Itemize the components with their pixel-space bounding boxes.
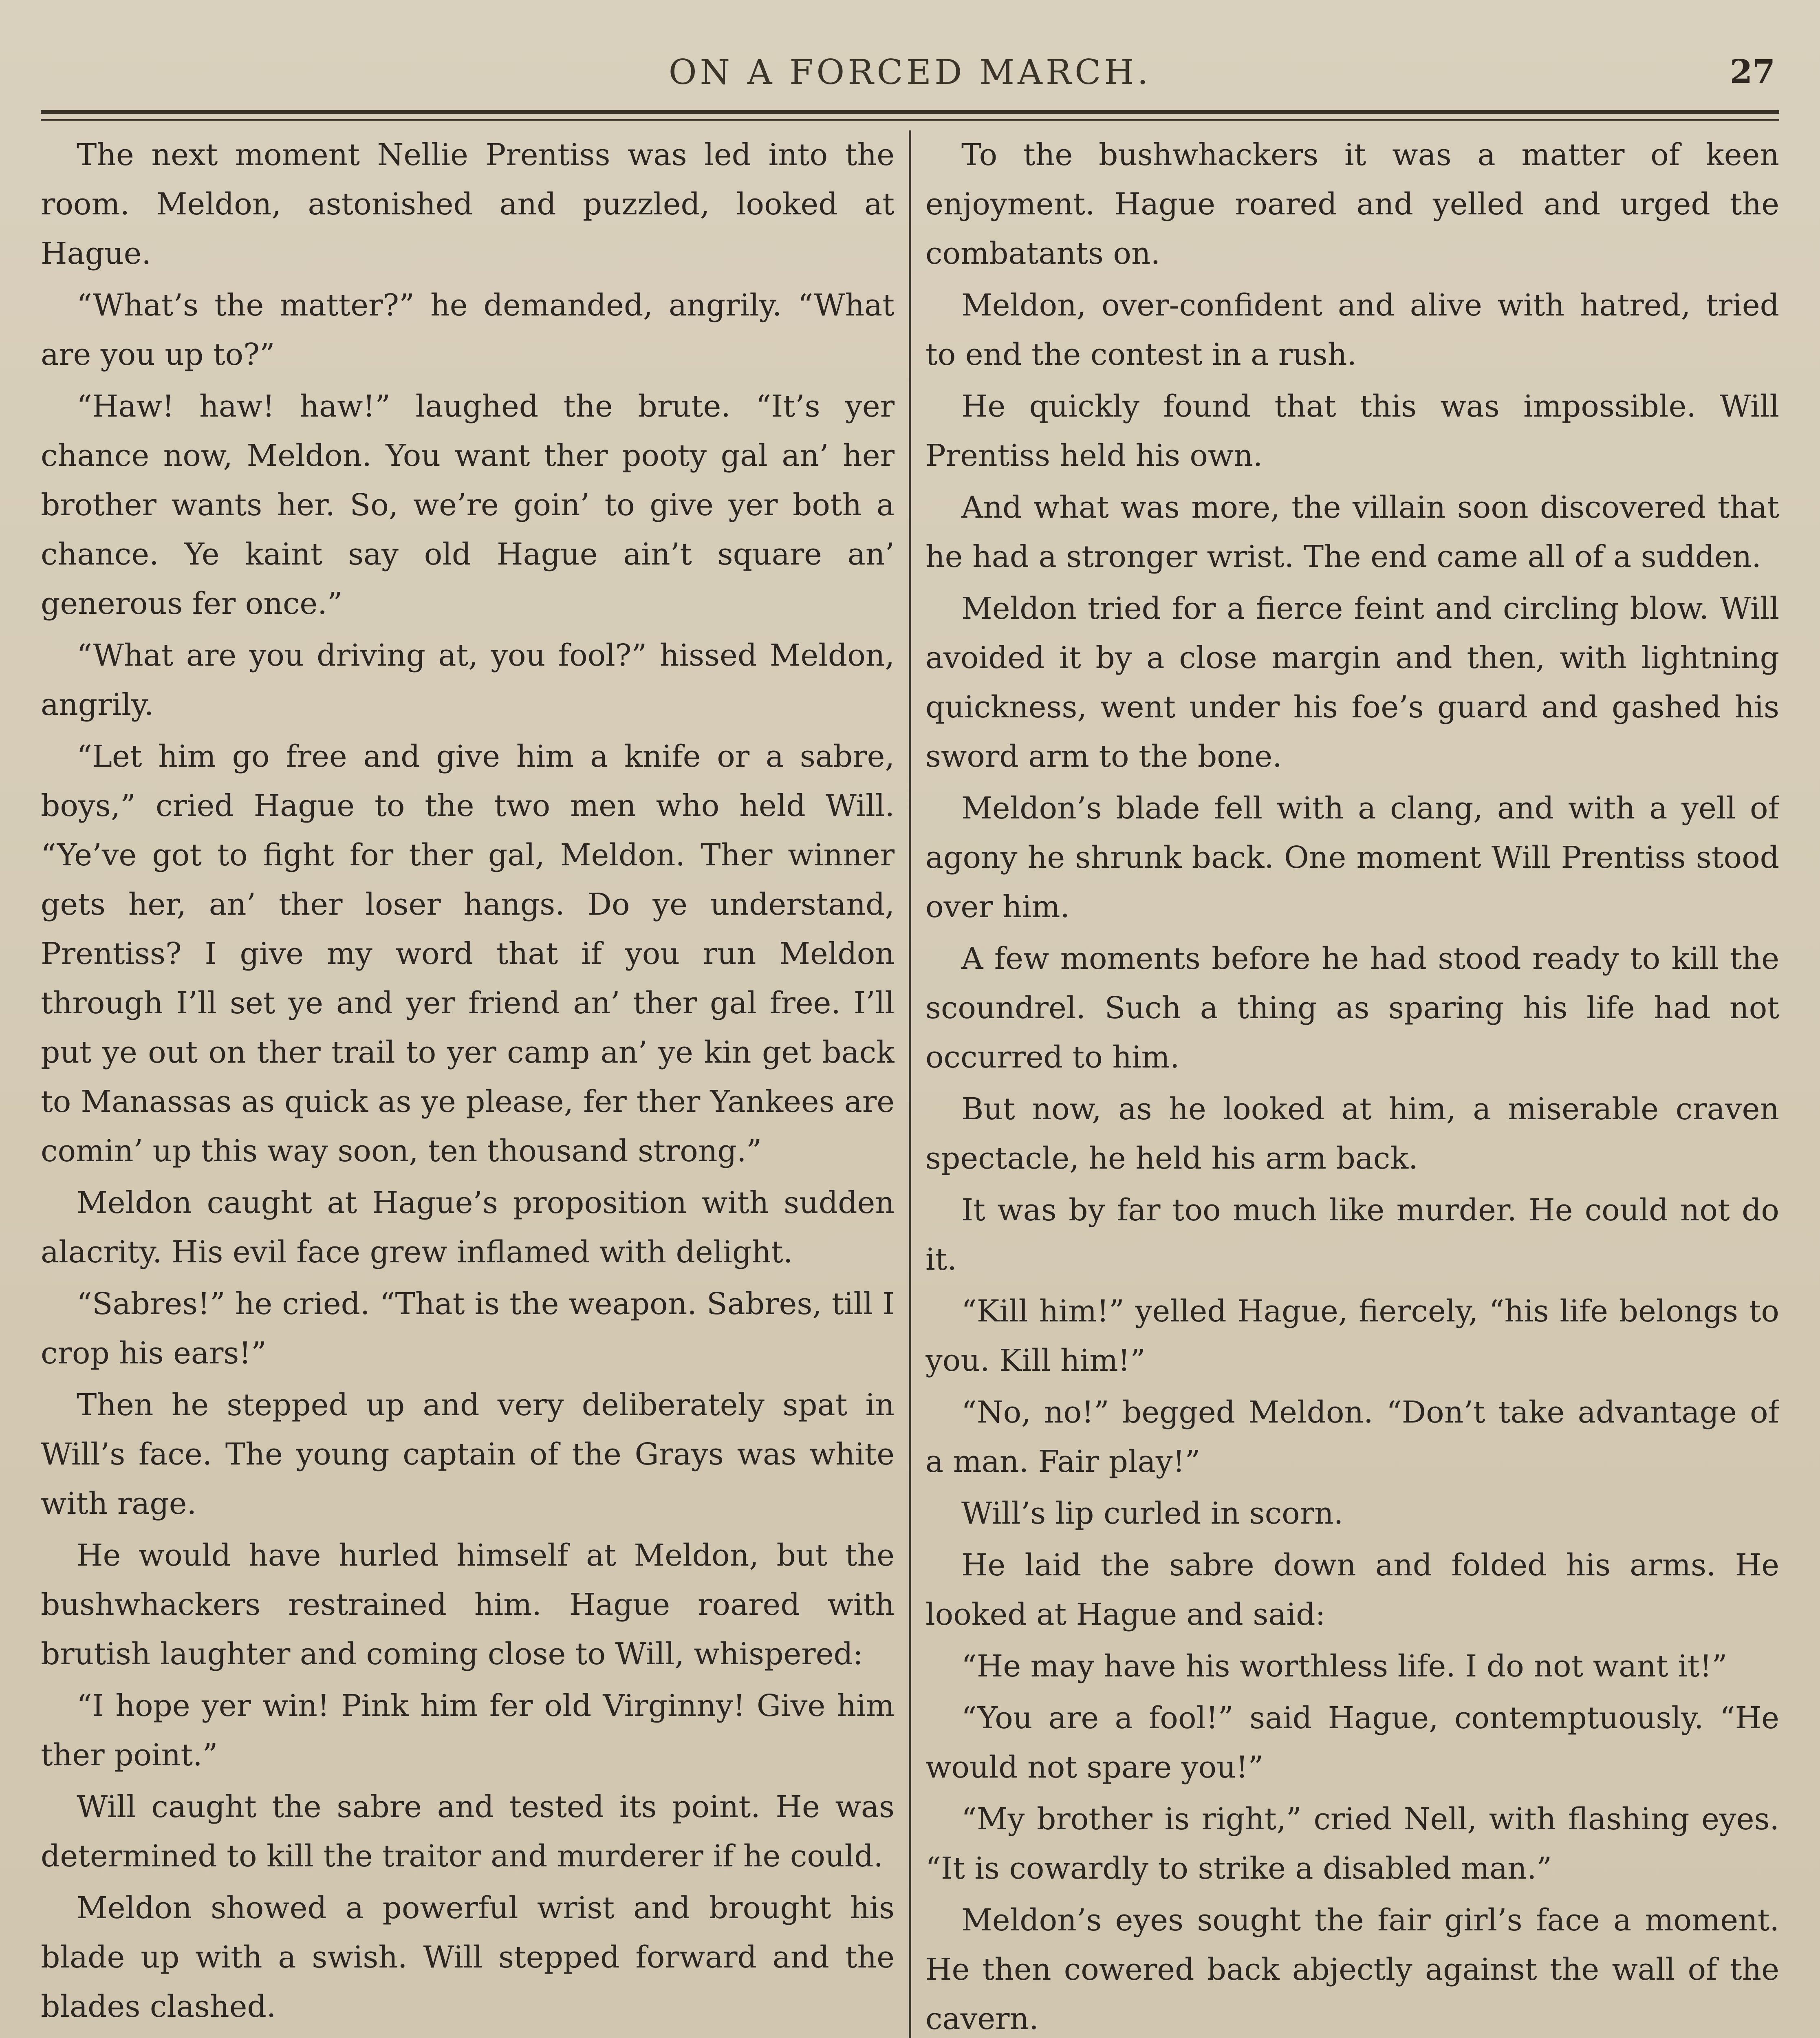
paragraph: He would have hurled himself at Meldon, but the bushwhackers restrained him. Hague roared with brutish laughter and coming close to Will, whispered:	[41, 1538, 895, 1672]
paragraph: But now, as he looked at him, a miserable craven spectacle, he held his arm back.	[925, 1092, 1779, 1176]
right-column	[925, 130, 1779, 2038]
header-rule-thick	[41, 110, 1779, 114]
paragraph: Will’s lip curled in scorn.	[961, 1496, 1344, 1531]
running-head: ON A FORCED MARCH.	[668, 52, 1152, 92]
page-header	[41, 45, 1779, 106]
paragraph: “He may have his worthless life. I do not want it!”	[961, 1649, 1727, 1684]
paragraph: Meldon’s eyes sought the fair girl’s face a moment. He then cowered back abjectly against the wall of the cavern.	[925, 1903, 1779, 2036]
paragraph: He quickly found that this was impossible. Will Prentiss held his own.	[925, 389, 1779, 473]
column-divider	[909, 130, 911, 2038]
paragraph: He laid the sabre down and folded his arms. He looked at Hague and said:	[925, 1548, 1779, 1632]
paragraph: It was by far too much like murder. He could not do it.	[925, 1193, 1779, 1277]
paragraph: Meldon showed a powerful wrist and brought his blade up with a swish. Will stepped forward and the blades clashed.	[41, 1890, 895, 2024]
paragraph: “Haw! haw! haw!” laughed the brute. “It’s yer chance now, Meldon. You want ther pooty gal an’ her brother wants her. So, we’re goin’ to give yer both a chance. Ye kaint say old Hague ain’t square an’ generous fer once.”	[41, 389, 895, 621]
text-columns	[41, 130, 1779, 2038]
paragraph: And what was more, the villain soon discovered that he had a stronger wrist. The end came all of a sudden.	[925, 490, 1779, 574]
paragraph: A few moments before he had stood ready to kill the scoundrel. Such a thing as sparing his life had not occurred to him.	[925, 941, 1779, 1075]
paragraph: “You are a fool!” said Hague, contemptuously. “He would not spare you!”	[925, 1701, 1779, 1785]
paragraph: “Sabres!” he cried. “That is the weapon. Sabres, till I crop his ears!”	[41, 1286, 895, 1371]
paragraph: Meldon’s blade fell with a clang, and with a yell of agony he shrunk back. One moment Will Prentiss stood over him.	[925, 791, 1779, 924]
paragraph: Meldon tried for a fierce feint and circling blow. Will avoided it by a close margin and then, with lightning quickness, went under his foe’s guard and gashed his sword arm to the bone.	[925, 591, 1779, 774]
left-column	[41, 130, 895, 2038]
paragraph	[41, 2034, 895, 2038]
paragraph: “Let him go free and give him a knife or a sabre, boys,” cried Hague to the two men who held Will. “Ye’ve got to fight for ther gal, Meldon. Ther winner gets her, an’ ther loser hangs. Do ye understand, Prentiss? I give my word that if you run Meldon through I’ll set ye and yer friend an’ ther gal free. I’ll put ye out on ther trail to yer camp an’ ye kin get back to Manassas as quick as ye please, fer ther Yankees are comin’ up this way soon, ten thousand strong.”	[41, 739, 895, 1169]
paragraph: “Kill him!” yelled Hague, fiercely, “his life belongs to you. Kill him!”	[925, 1294, 1779, 1378]
paragraph: To the bushwhackers it was a matter of keen enjoyment. Hague roared and yelled and urged the combatants on.	[925, 137, 1779, 271]
paragraph: “What’s the matter?” he demanded, angrily. “What are you up to?”	[41, 288, 895, 372]
paragraph: The next moment Nellie Prentiss was led into the room. Meldon, astonished and puzzled, looked at Hague.	[41, 137, 895, 271]
page-number: 27	[1730, 52, 1775, 90]
paragraph: “My brother is right,” cried Nell, with flashing eyes. “It is cowardly to strike a disabled man.”	[925, 1802, 1779, 1886]
paragraph: Meldon caught at Hague’s proposition with sudden alacrity. His evil face grew inflamed with delight.	[41, 1185, 895, 1270]
paragraph: Meldon, over-confident and alive with hatred, tried to end the contest in a rush.	[925, 288, 1779, 372]
paragraph: “What are you driving at, you fool?” hissed Meldon, angrily.	[41, 638, 895, 722]
header-rule-thin	[41, 119, 1779, 121]
paragraph: Will caught the sabre and tested its point. He was determined to kill the traitor and murderer if he could.	[41, 1789, 895, 1874]
paragraph: “I hope yer win! Pink him fer old Virginny! Give him ther point.”	[41, 1688, 895, 1773]
paragraph: Then he stepped up and very deliberately spat in Will’s face. The young captain of the Grays was white with rage.	[41, 1387, 895, 1521]
paragraph: “No, no!” begged Meldon. “Don’t take advantage of a man. Fair play!”	[925, 1395, 1779, 1479]
